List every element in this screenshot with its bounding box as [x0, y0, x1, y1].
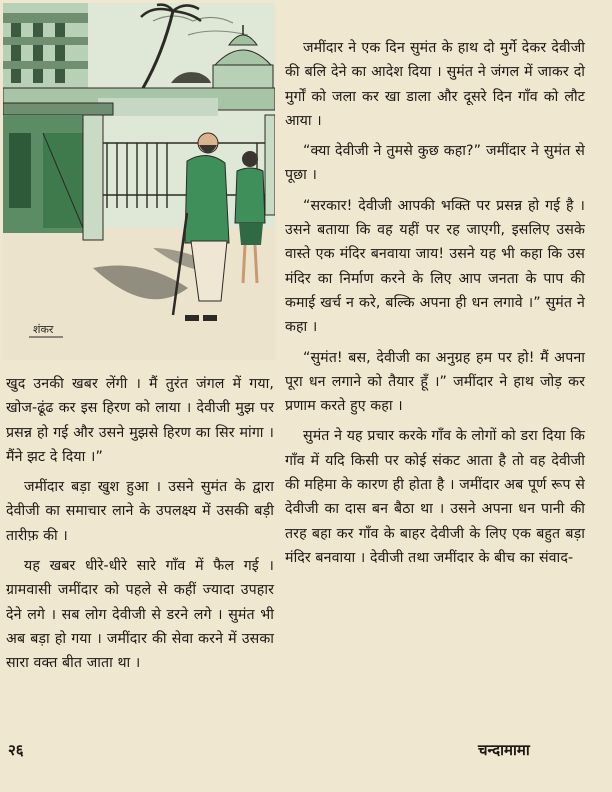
illustration-drawing	[3, 3, 275, 360]
artist-signature: शंकर	[33, 323, 54, 336]
story-illustration	[3, 3, 275, 360]
right-text-column	[285, 36, 585, 570]
left-text-column	[6, 372, 274, 676]
paragraph: “क्या देवीजी ने तुमसे कुछ कहा?” जमींदार ने सुमंत से पूछा ।	[285, 143, 585, 184]
magazine-title: चन्दामामा	[478, 741, 530, 759]
page-number: २६	[8, 741, 24, 759]
paragraph: खुद उनकी खबर लेंगी । मैं तुरंत जंगल में गया, खोज-ढूंढ कर इस हिरण को लाया । देवीजी मुझ पर प्रसन्न हो गई और उसने मुझसे हिरण का सिर मांगा । मैंने झट दे दिया ।”	[6, 376, 274, 465]
temple-tower	[3, 3, 88, 95]
paragraph: सुमंत ने यह प्रचार करके गाँव के लोगों को डरा दिया कि गाँव में यदि किसी पर कोई संकट आता है तो वह देवीजी की महिमा के कारण ही होता है । जमींदार अब पूर्ण रूप से देवीजी का दास बन बैठा था । उसने अपना धन पानी की तरह बहा कर गाँव के बाहर देवीजी के लिए एक बहुत बड़ा मंदिर बनवाया । देवीजी तथा जमींदार के बीच का संवाद-	[285, 428, 585, 566]
paragraph: जमींदार बड़ा खुश हुआ । उसने सुमंत के द्वारा देवीजी का समाचार लाने के उपलक्ष्य में उसकी बड़ी तारीफ़ की ।	[6, 479, 274, 544]
temple-gate	[3, 103, 113, 240]
paragraph: यह खबर धीरे-धीरे सारे गाँव में फैल गई । ग्रामवासी जमींदार को पहले से कहीं ज्यादा उपहार देने लगे । सब लोग देवीजी से डरने लगे । सुमंत भी अब बड़ा हो गया । जमींदार की सेवा करने में उसका सारा वक्त बीत जाता था ।	[6, 558, 274, 672]
paragraph: “सरकार! देवीजी आपकी भक्ति पर प्रसन्न हो गई है । उसने बताया कि वह यहीं पर रह जाएगी, इसलिए उसके वास्ते एक मंदिर बनवाया जाय! उसने यह भी कहा कि उस मंदिर का निर्माण करने के लिए आप जनता के पाप की कमाई खर्च न करे, बल्कि अपना ही धन लगावे ।” सुमंत ने कहा ।	[285, 197, 585, 336]
paragraph: जमींदार ने एक दिन सुमंत के हाथ दो मुर्गे देकर देवीजी की बलि देने का आदेश दिया । सुमंत ने जंगल में जाकर दो मुर्गों को जला कर खा डाला और दूसरे दिन गाँव को लौट आया ।	[285, 40, 585, 129]
paragraph: “सुमंत! बस, देवीजी का अनुग्रह हम पर हो! मैं अपना पूरा धन लगाने को तैयार हूँ ।” जमींदार ने हाथ जोड़ कर प्रणाम करते हुए कहा ।	[285, 349, 585, 415]
